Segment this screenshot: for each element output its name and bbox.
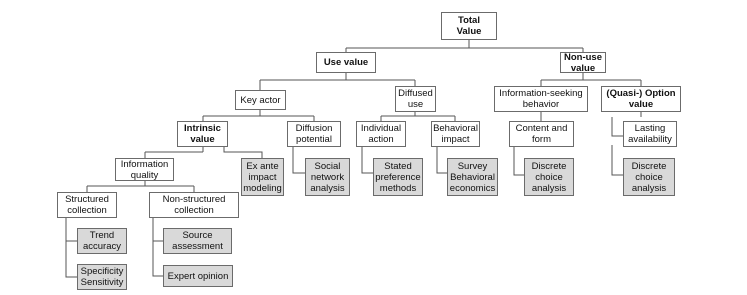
connector-behimpact xyxy=(437,147,447,173)
node-key-actor: Key actor xyxy=(235,90,286,110)
connector-structured xyxy=(66,218,77,277)
node-survey-behavioral-economics: Survey Behavioral economics xyxy=(447,158,498,196)
connector-content xyxy=(514,147,524,175)
connector-nonstructured xyxy=(153,218,163,276)
connector-use xyxy=(260,73,415,90)
node-total-value: Total Value xyxy=(441,12,497,40)
node-stated-preference-methods: Stated preference methods xyxy=(373,158,423,196)
node-intrinsic-value: Intrinsic value xyxy=(177,121,228,147)
node-discrete-choice-analysis-1: Discrete choice analysis xyxy=(524,158,574,196)
node-information-seeking-behavior: Information-seeking behavior xyxy=(494,86,588,112)
connector-lasting xyxy=(612,145,623,175)
connector-total xyxy=(346,40,583,52)
connector-keyactor xyxy=(203,110,314,121)
node-diffused-use: Diffused use xyxy=(395,86,436,112)
node-expert-opinion: Expert opinion xyxy=(163,265,233,287)
node-non-structured-collection: Non-structured collection xyxy=(149,192,239,218)
node-quasi-option-value: (Quasi-) Option value xyxy=(601,86,681,112)
connector-diffused xyxy=(381,112,455,121)
connector-infoquality xyxy=(87,181,194,192)
connector-diffpot xyxy=(293,147,305,173)
node-trend-accuracy: Trend accuracy xyxy=(77,228,127,254)
node-specificity-sensitivity: Specificity Sensitivity xyxy=(77,264,127,290)
node-source-assessment: Source assessment xyxy=(163,228,232,254)
node-individual-action: Individual action xyxy=(356,121,406,147)
connector-individual xyxy=(362,147,373,173)
connector-exante xyxy=(224,147,262,158)
node-non-use-value: Non-use value xyxy=(560,52,606,73)
node-use-value: Use value xyxy=(316,52,376,73)
node-structured-collection: Structured collection xyxy=(57,192,117,218)
node-ex-ante-impact-modeling: Ex ante impact modeling xyxy=(241,158,284,196)
node-social-network-analysis: Social network analysis xyxy=(305,158,350,196)
connector-nonuse xyxy=(541,73,641,86)
node-information-quality: Information quality xyxy=(115,158,174,181)
node-lasting-availability: Lasting availability xyxy=(623,121,677,147)
node-discrete-choice-analysis-2: Discrete choice analysis xyxy=(623,158,675,196)
node-content-and-form: Content and form xyxy=(509,121,574,147)
node-behavioral-impact: Behavioral impact xyxy=(431,121,480,147)
connector-intrinsic xyxy=(145,147,203,158)
node-diffusion-potential: Diffusion potential xyxy=(287,121,341,147)
